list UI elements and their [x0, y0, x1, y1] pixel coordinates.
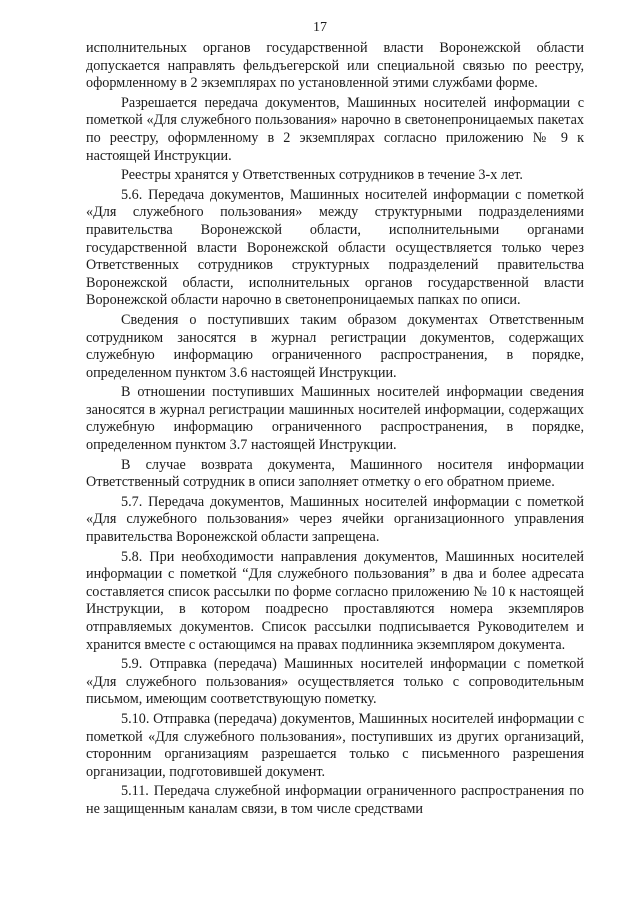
paragraph: В отношении поступивших Машинных носителей информации сведения заносятся в журнал регистрации машинных носителей информации, содержащих служебную информацию ограниченного распространения, в порядке, определенном пунктом 3.7 настоящей Инструкции. — [86, 384, 584, 454]
paragraph-5-9: 5.9. Отправка (передача) Машинных носителей информации с пометкой «Для служебного пользования» осуществляется только с сопроводительным письмом, имеющим соответствующую пометку. — [86, 656, 584, 708]
page-number: 17 — [313, 20, 327, 35]
paragraph: Разрешается передача документов, Машинных носителей информации с пометкой «Для служебного пользования» нарочно в светонепроницаемых пакетах по реестру, оформленному в 2 экземплярах согласно приложению № 9 к настоящей Инструкции. — [86, 94, 584, 164]
paragraph-5-7: 5.7. Передача документов, Машинных носителей информации с пометкой «Для служебного пользования» через ячейки организационного управления правительства Воронежской области запрещена. — [86, 493, 584, 546]
paragraph-5-10: 5.10. Отправка (передача) документов, Машинных носителей информации с пометкой «Для служебного пользования», поступивших из других организаций, сторонним организациям разрешается только с письменного разрешения организации, подготовившей документ. — [86, 710, 584, 780]
paragraph: В случае возврата документа, Машинного носителя информации Ответственный сотрудник в описи заполняет отметку о его обратном приеме. — [86, 456, 584, 491]
document-body — [86, 40, 584, 821]
paragraph-5-11: 5.11. Передача служебной информации ограниченного распространения по не защищенным каналам связи, в том числе средствами — [86, 783, 584, 817]
paragraph-5-8: 5.8. При необходимости направления документов, Машинных носителей информации с пометкой “Для служебного пользования” в два и более адресата составляется список рассылки по форме согласно приложению № 10 к настоящей Инструкции, в котором поадресно проставляются номера экземпляров отправляемых документов. Список рассылки подписывается Руководителем и хранится вместе с остающимся на правах подлинника экземпляром документа. — [86, 548, 584, 653]
paragraph: Реестры хранятся у Ответственных сотрудников в течение 3-х лет. — [121, 167, 523, 184]
paragraph: Сведения о поступивших таким образом документах Ответственным сотрудником заносятся в журнал регистрации документов, содержащих служебную информацию ограниченного распространения, в порядке, определенном пунктом 3.6 настоящей Инструкции. — [86, 311, 584, 381]
paragraph-continuation: исполнительных органов государственной власти Воронежской области допускается направлять фельдъегерской или специальной связью по реестру, оформленному в 2 экземплярах по установленной этими службами форме. — [86, 40, 584, 92]
paragraph-5-6: 5.6. Передача документов, Машинных носителей информации с пометкой «Для служебного пользования» между структурными подразделениями правительства Воронежской области, исполнительными органами государственной власти Воронежской области осуществляется только через Ответственных сотрудников структурных подразделений правительства Воронежской области, исполнительных органов государственной власти Воронежской области нарочно в светонепроницаемых папках по описи. — [86, 186, 584, 309]
